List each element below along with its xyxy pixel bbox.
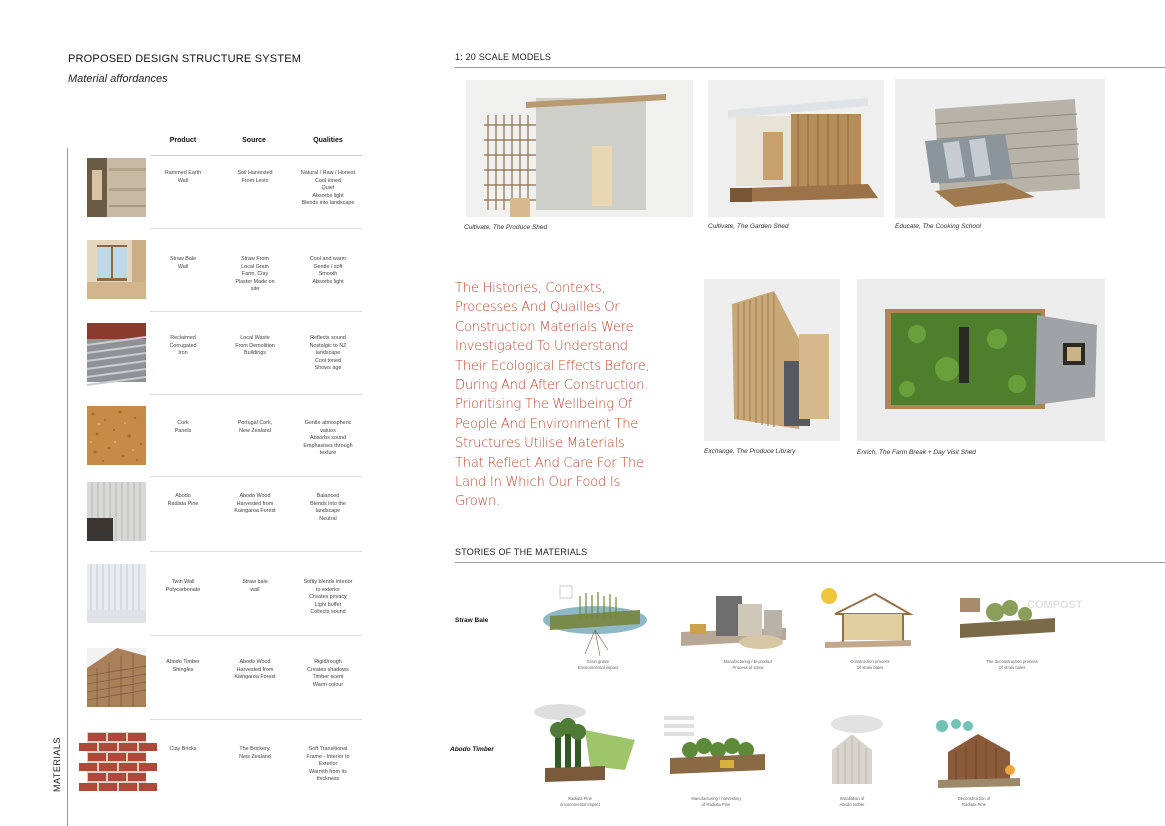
shingles-thumbnail — [87, 648, 146, 707]
row-divider — [150, 719, 362, 720]
produce-shed-photo — [466, 80, 693, 217]
story-caption: Manufacturing / bi-product Process of straw — [723, 659, 773, 670]
model-caption: Exchange, The Produce Library — [704, 448, 796, 455]
design-statement: The Histories, Contexts, Processes And Quailles Or Construction Materials Were Investigated To Understand Their Ecological Effects Before, During And After Construction. Prioritising The Wellbeing Of People And Environment The Structures Utilise Materials That Reflect And Care For The Land In Which Our Food Is Grown. — [455, 281, 650, 510]
qualities-cell: Soft Transitional Frame - Interior to Exterior Warmth from its thickness — [306, 746, 350, 783]
product-cell: Twin Wall Polycarbonate — [165, 579, 201, 593]
qualities-cell: Rigid/rough Creates shadows Timber scent Warm colour — [307, 659, 349, 688]
source-cell: Straw bale wall — [242, 579, 268, 593]
qualities-cell: Softly blends interior to exterior Creates privacy Light buffer Collects sound — [303, 579, 353, 616]
qualities-cell: Reflects sound Nostalgic to NZ landscape Cool toned Shows age — [309, 335, 347, 372]
bricks-thumbnail — [87, 732, 146, 791]
straw-growth-illustration — [540, 578, 655, 658]
story-caption: Construction process Of straw bales — [850, 659, 890, 670]
radiata-pine-thumbnail — [87, 482, 146, 541]
row-divider — [150, 311, 362, 312]
garden-shed-photo — [708, 80, 884, 217]
heading-rule — [455, 67, 1165, 68]
model-caption: Educate, The Cooking School — [895, 223, 981, 230]
corrugated-iron-thumbnail — [87, 323, 146, 382]
product-cell: Abodo Timber Shingles — [166, 659, 200, 673]
qualities-cell: Natural / Raw / Honest Cool toned Quiet Absorbs light Blends into landscape — [300, 170, 356, 207]
story-caption: Manufacturing / harvesting of Radiata Pine — [691, 796, 741, 807]
rammed-earth-thumbnail — [87, 158, 146, 217]
source-cell: Portugal Cork, New Zealand — [237, 420, 273, 434]
product-cell: Rammed Earth Wall — [164, 170, 202, 184]
svg-text:COMPOST: COMPOST — [1027, 599, 1083, 611]
timber-forest-illustration — [525, 700, 640, 790]
page-title: PROPOSED DESIGN STRUCTURE SYSTEM — [68, 53, 302, 65]
source-cell: Local Waste From Demolition Buildings — [235, 335, 275, 357]
qualities-cell: Gentle atmospheric values Absorbs sound Emphasises through texture — [303, 420, 353, 457]
row-divider — [150, 394, 362, 395]
straw-bale-thumbnail — [87, 240, 146, 299]
source-cell: Straw From Local Grain Farm, Clay Plaster Made on site — [235, 256, 275, 293]
story-label-straw-bale: Straw Bale — [455, 617, 489, 624]
story-caption: Radiata Pine environmental impact — [560, 796, 600, 807]
product-cell: Cork Panels — [174, 420, 192, 434]
story-caption: Deconstruction of Radiata Pine — [957, 796, 991, 807]
header-rule — [150, 155, 362, 156]
straw-deconstruction-illustration — [955, 584, 1083, 656]
story-caption: Grain grass/ Environmental impact — [577, 659, 619, 670]
model-caption: Cultivate, The Produce Shed — [464, 224, 548, 231]
row-divider — [150, 228, 362, 229]
stories-heading: STORIES OF THE MATERIALS — [455, 547, 588, 557]
timber-deconstruction-illustration — [928, 712, 1028, 790]
column-header-qualities: Qualities — [313, 137, 343, 144]
heading-rule — [455, 562, 1165, 563]
product-cell: Abodo Radiata Pine — [167, 493, 199, 507]
row-divider — [150, 635, 362, 636]
source-cell: The Brickery, New Zealand — [239, 746, 271, 760]
polycarbonate-thumbnail — [87, 564, 146, 623]
column-header-source: Source — [242, 137, 266, 144]
source-cell: Abodo Wood Harvested from Kaingaroa Forest — [234, 493, 276, 515]
materials-side-label: MATERIALS — [52, 737, 62, 792]
page-subtitle: Material affordances — [68, 73, 168, 85]
product-cell: Clay Bricks — [169, 746, 197, 752]
source-cell: Abodo Wood Harvested from Kaingaroa Forest — [234, 659, 276, 681]
product-cell: Reclaimed Corrugated Iron — [169, 335, 197, 357]
straw-construction-illustration — [815, 584, 915, 656]
column-header-product: Product — [169, 137, 197, 144]
source-cell: Soil Harvested From Levin — [237, 170, 273, 184]
product-cell: Straw Bale Wall — [169, 256, 197, 270]
qualities-cell: Balanced Blends into the landscape Neutral — [310, 493, 346, 522]
straw-manufacturing-illustration — [676, 584, 791, 656]
row-divider — [150, 551, 362, 552]
row-divider — [150, 476, 362, 477]
story-caption: The deconstruction process Of straw bales — [986, 659, 1038, 670]
model-caption: Enrich, The Farm Break + Day Visit Shed — [857, 449, 976, 456]
cooking-school-photo — [895, 79, 1105, 218]
cork-thumbnail — [87, 406, 146, 465]
timber-harvest-illustration — [660, 712, 770, 790]
scale-models-heading: 1: 20 SCALE MODELS — [455, 52, 552, 62]
produce-library-photo — [704, 279, 840, 441]
farm-break-photo — [857, 279, 1105, 441]
story-caption: Installation of Abodo timber — [839, 796, 865, 807]
model-caption: Cultivate, The Garden Shed — [708, 223, 789, 230]
timber-installation-illustration — [812, 708, 892, 790]
story-label-abodo-timber: Abodo Timber — [450, 746, 494, 753]
vertical-rule — [67, 148, 68, 826]
qualities-cell: Cool and warm Gentle / soft Smooth Absorbs light — [309, 256, 347, 285]
